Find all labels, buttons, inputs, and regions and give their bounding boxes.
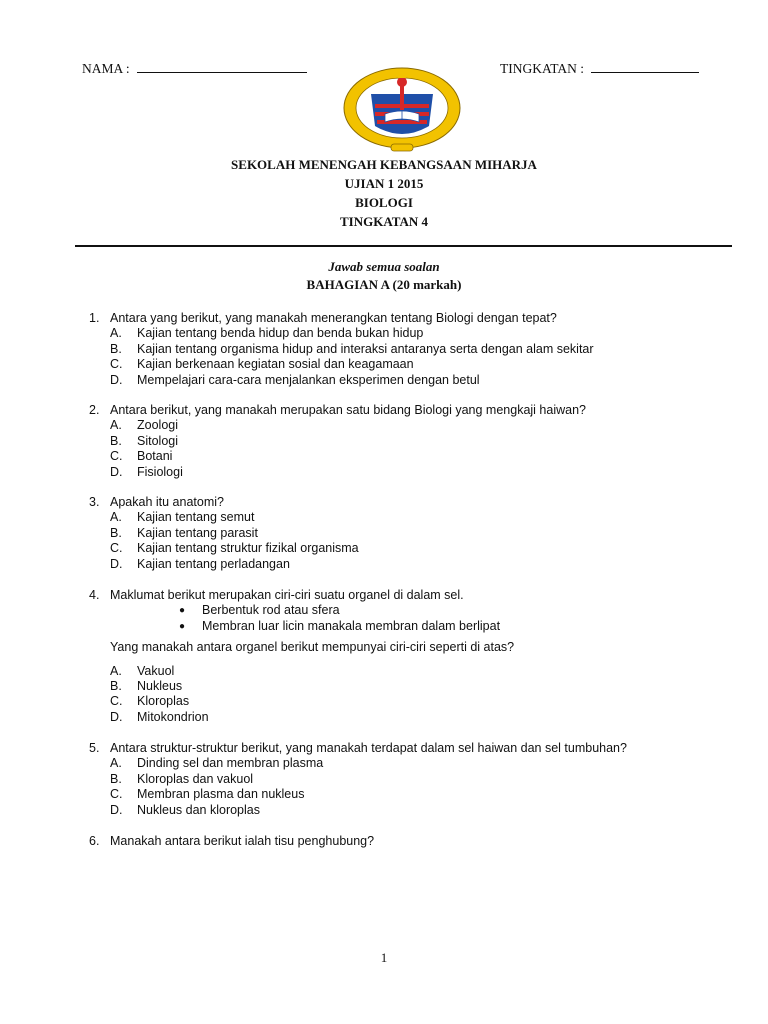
bullet-icon: ●	[179, 605, 186, 617]
question-number: 4.	[89, 588, 100, 602]
option-b[interactable]: B. Kajian tentang parasit	[110, 525, 258, 540]
question-1	[89, 311, 729, 388]
question-text: Antara berikut, yang manakah merupakan satu bidang Biologi yang mengkaji haiwan?	[110, 403, 586, 417]
bullet-icon: ●	[179, 620, 186, 632]
question-6	[89, 834, 729, 849]
question-text: Antara struktur-struktur berikut, yang manakah terdapat dalam sel haiwan dan sel tumbuhan?	[110, 741, 627, 755]
form-label: TINGKATAN :	[500, 61, 585, 76]
question-4	[89, 588, 729, 725]
page-number: 1	[380, 950, 388, 965]
subject-title: BIOLOGI	[355, 195, 413, 210]
form-blank-line[interactable]	[591, 71, 699, 73]
option-c[interactable]: C. Kajian berkenaan kegiatan sosial dan keagamaan	[110, 357, 414, 372]
question-number: 3.	[89, 495, 100, 509]
option-b[interactable]: B. Nukleus	[110, 679, 183, 694]
option-a[interactable]: A. Vakuol	[110, 663, 175, 678]
question-5	[89, 741, 729, 818]
question-text: Manakah antara berikut ialah tisu penghubung?	[110, 834, 375, 848]
bullet-item: ● Berbentuk rod atau sfera	[179, 603, 340, 618]
option-b[interactable]: B. Sitologi	[110, 433, 178, 448]
form-field	[500, 61, 699, 77]
question-number: 1.	[89, 311, 100, 325]
instruction-line: Jawab semua soalan	[328, 259, 440, 274]
option-c[interactable]: C. Kloroplas	[110, 694, 190, 709]
option-c[interactable]: C. Membran plasma dan nukleus	[110, 787, 305, 802]
bullet-item: ● Membran luar licin manakala membran dalam berlipat	[179, 618, 501, 633]
form-title: TINGKATAN 4	[340, 214, 428, 229]
option-d[interactable]: D. Nukleus dan kloroplas	[110, 802, 260, 817]
question-text: Antara yang berikut, yang manakah menerangkan tentang Biologi dengan tepat?	[110, 311, 557, 325]
question-3	[89, 495, 729, 572]
option-c[interactable]: C. Botani	[110, 449, 173, 464]
name-label: NAMA :	[82, 61, 130, 76]
question-number: 5.	[89, 741, 100, 755]
option-b[interactable]: B. Kloroplas dan vakuol	[110, 771, 254, 786]
option-d[interactable]: D. Fisiologi	[110, 464, 183, 479]
option-d[interactable]: D. Kajian tentang perladangan	[110, 556, 290, 571]
option-d[interactable]: D. Mitokondrion	[110, 709, 209, 724]
school-crest-icon	[341, 64, 463, 156]
question-text: Apakah itu anatomi?	[110, 495, 224, 509]
question-followup: Yang manakah antara organel berikut mempunyai ciri-ciri seperti di atas?	[110, 640, 515, 655]
question-text: Maklumat berikut merupakan ciri-ciri suatu organel di dalam sel.	[110, 588, 464, 602]
section-title: BAHAGIAN A (20 markah)	[306, 277, 462, 292]
question-number: 6.	[89, 834, 100, 848]
option-a[interactable]: A. Kajian tentang semut	[110, 510, 255, 525]
option-d[interactable]: D. Mempelajari cara-cara menjalankan eksperimen dengan betul	[110, 372, 480, 387]
option-a[interactable]: A. Zoologi	[110, 418, 178, 433]
school-name: SEKOLAH MENENGAH KEBANGSAAN MIHARJA	[231, 157, 537, 172]
option-a[interactable]: A. Dinding sel dan membran plasma	[110, 756, 324, 771]
option-b[interactable]: B. Kajian tentang organisma hidup and interaksi antaranya serta dengan alam sekitar	[110, 341, 594, 356]
question-2	[89, 403, 729, 480]
question-number: 2.	[89, 403, 100, 417]
option-a[interactable]: A. Kajian tentang benda hidup dan benda bukan hidup	[110, 326, 424, 341]
exam-title: UJIAN 1 2015	[344, 176, 424, 191]
option-c[interactable]: C. Kajian tentang struktur fizikal organisma	[110, 541, 359, 556]
name-blank-line[interactable]	[137, 71, 307, 73]
header-divider	[75, 245, 732, 247]
name-field	[82, 61, 307, 77]
